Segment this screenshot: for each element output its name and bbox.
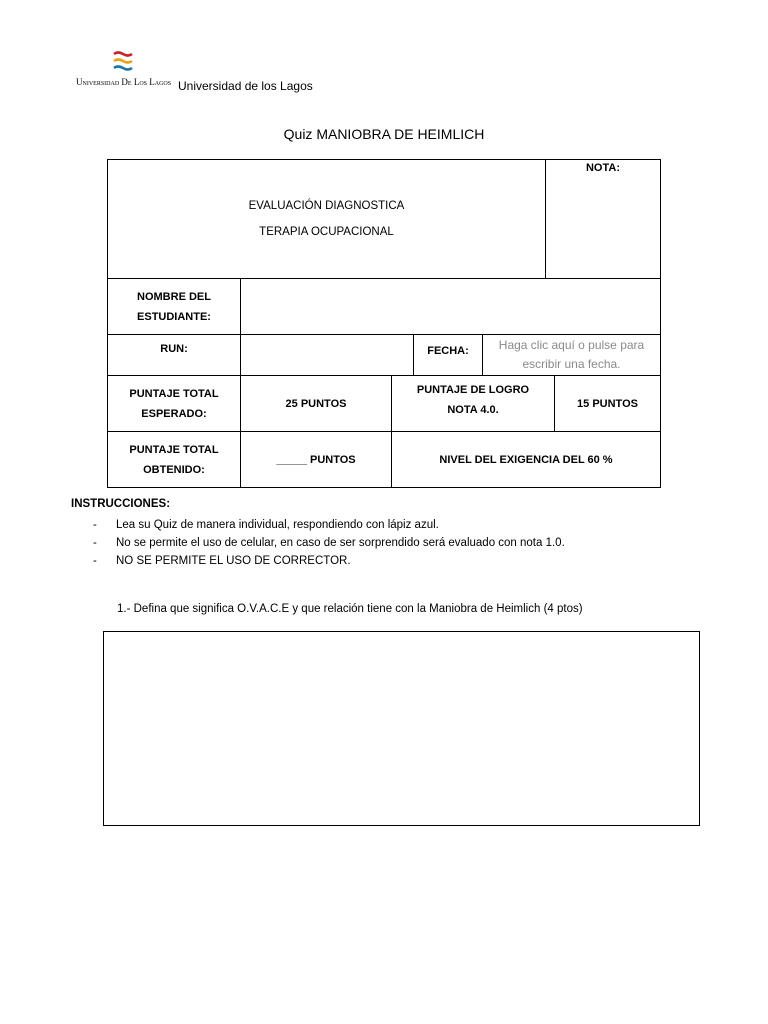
bullet-dash: - [93,555,97,567]
bullet-dash: - [93,519,97,531]
pt-logro-value: 15 PUNTOS [577,397,638,410]
run-label-cell [107,334,241,376]
nota-cell[interactable] [545,159,661,279]
logo-text: Universidad De Los Lagos [76,77,172,87]
pt-esperado-label-line1: PUNTAJE TOTAL [129,387,219,400]
nombre-field[interactable] [240,278,661,335]
instruction-text: NO SE PERMITE EL USO DE CORRECTOR. [116,555,351,567]
logo-waves-icon [112,50,134,74]
instruction-item [93,516,565,534]
pt-logro-value-cell [554,375,661,432]
evaluation-type: EVALUACIÓN DIAGNOSTICA [248,200,405,212]
nombre-label-line1: NOMBRE DEL [137,290,211,303]
pt-esperado-value-cell [240,375,392,432]
pt-logro-label-line1: PUNTAJE DE LOGRO [416,384,530,396]
pt-esperado-value: 25 PUNTOS [285,397,347,410]
nivel-exigencia: NIVEL DEL EXIGENCIA DEL 60 % [439,453,613,466]
university-name: Universidad de los Lagos [178,79,313,93]
nombre-label-cell [107,278,241,335]
run-field[interactable] [240,334,414,376]
university-logo [76,50,174,92]
fecha-label-cell [413,334,483,376]
question-1: 1.- Defina que significa O.V.A.C.E y que relación tiene con la Maniobra de Heimlich (4 ptos) [117,603,583,615]
instructions-title: INSTRUCCIONES: [71,498,171,510]
fecha-placeholder-line1: Haga clic aquí o pulse para [498,338,645,352]
page-title: Quiz MANIOBRA DE HEIMLICH [283,126,485,142]
instructions-list [93,516,565,570]
pt-obtenido-value: _____ PUNTOS [276,453,356,466]
program-name: TERAPIA OCUPACIONAL [259,226,394,238]
nombre-label-line2: ESTUDIANTE: [137,310,211,323]
fecha-label: FECHA: [427,345,469,357]
bullet-dash: - [93,537,97,549]
pt-obtenido-value-cell[interactable] [240,431,392,488]
pt-obtenido-label-line2: OBTENIDO: [143,463,205,476]
fecha-placeholder-line2: escribir una fecha. [522,357,621,371]
evaluation-header-cell [107,159,546,279]
pt-esperado-label-line2: ESPERADO: [141,407,207,420]
pt-obtenido-label-line1: PUNTAJE TOTAL [129,443,219,456]
fecha-date-picker[interactable] [482,334,661,376]
instruction-text: Lea su Quiz de manera individual, respondiendo con lápiz azul. [116,519,439,531]
instruction-item [93,534,565,552]
instruction-text: No se permite el uso de celular, en caso de ser sorprendido será evaluado con nota 1.0. [116,537,565,549]
instruction-item [93,552,565,570]
pt-obtenido-label-cell [107,431,241,488]
answer-box-1[interactable] [103,631,700,826]
pt-logro-label-cell [391,375,555,432]
nivel-exigencia-cell [391,431,661,488]
run-label: RUN: [160,343,188,355]
nota-label: NOTA: [585,162,620,174]
pt-esperado-label-cell [107,375,241,432]
pt-logro-label-line2: NOTA 4.0. [447,404,499,416]
